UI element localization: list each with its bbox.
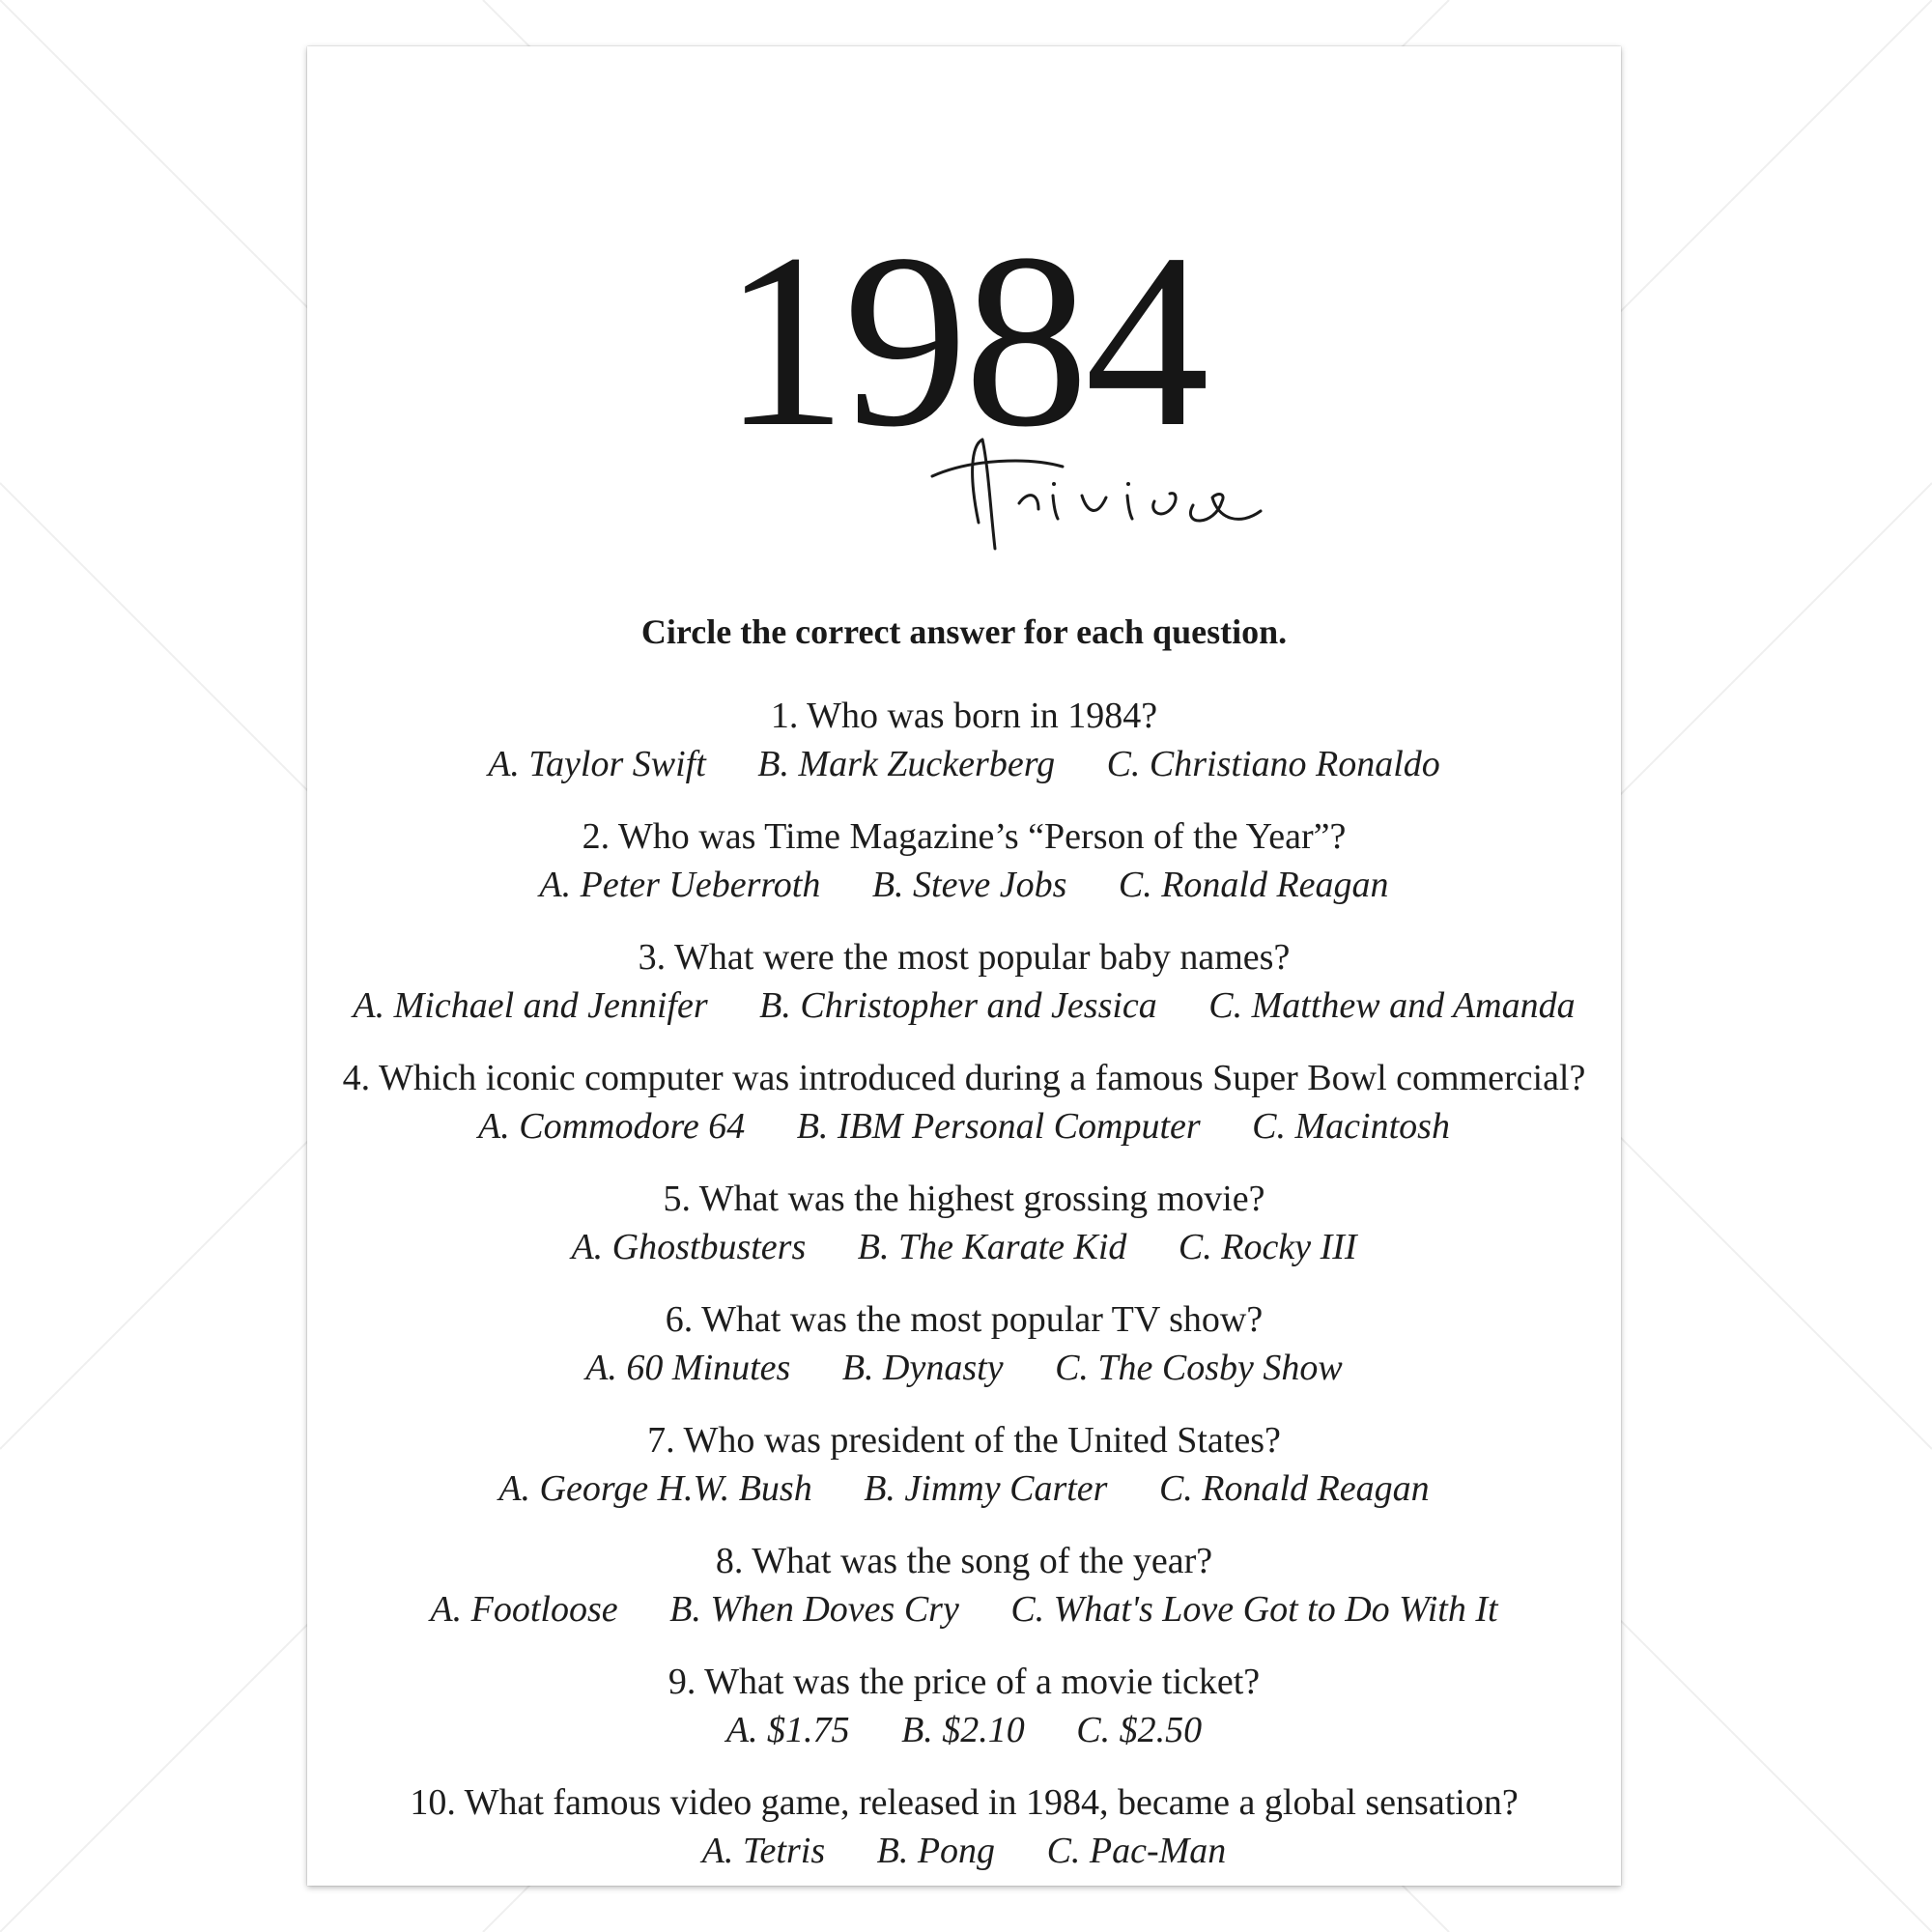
answer-options [307, 1102, 1621, 1151]
answer-options [307, 1827, 1621, 1875]
answer-option-c[interactable]: C. Ronald Reagan [1118, 865, 1389, 905]
answer-options [307, 861, 1621, 909]
question-item [307, 1416, 1621, 1537]
answer-option-b[interactable]: B. When Doves Cry [669, 1589, 959, 1630]
answer-options [307, 1585, 1621, 1634]
answer-options [307, 1344, 1621, 1392]
question-item [307, 1658, 1621, 1778]
answer-option-c[interactable]: C. $2.50 [1076, 1710, 1203, 1750]
answer-options [307, 1464, 1621, 1513]
answer-option-b[interactable]: B. Christopher and Jessica [759, 985, 1157, 1026]
answer-options [307, 1223, 1621, 1271]
answer-option-c[interactable]: C. Ronald Reagan [1158, 1468, 1430, 1509]
answer-option-b[interactable]: B. Jimmy Carter [864, 1468, 1108, 1509]
answer-option-a[interactable]: A. Tetris [701, 1831, 826, 1871]
answer-options [307, 1706, 1621, 1754]
question-text: 5. What was the highest grossing movie? [663, 1179, 1265, 1219]
question-item [307, 692, 1621, 812]
answer-options [307, 740, 1621, 788]
question-list [307, 692, 1621, 1899]
answer-option-a[interactable]: A. Taylor Swift [488, 744, 706, 784]
answer-option-a[interactable]: A. Footloose [430, 1589, 618, 1630]
question-text: 8. What was the song of the year? [715, 1541, 1213, 1581]
answer-option-c[interactable]: C. Christiano Ronaldo [1106, 744, 1440, 784]
question-text: 9. What was the price of a movie ticket? [668, 1662, 1261, 1702]
answer-option-c[interactable]: C. Matthew and Amanda [1208, 985, 1576, 1026]
question-item [307, 933, 1621, 1054]
answer-option-a[interactable]: A. Peter Ueberroth [539, 865, 821, 905]
answer-option-b[interactable]: B. Dynasty [841, 1348, 1004, 1388]
question-item [307, 1175, 1621, 1295]
question-item [307, 812, 1621, 933]
answer-option-c[interactable]: C. Rocky III [1178, 1227, 1357, 1267]
question-item [307, 1537, 1621, 1658]
question-item [307, 1295, 1621, 1416]
answer-option-a[interactable]: A. Michael and Jennifer [353, 985, 708, 1026]
answer-option-b[interactable]: B. $2.10 [901, 1710, 1025, 1750]
question-text: 6. What was the most popular TV show? [665, 1299, 1264, 1340]
answer-option-a[interactable]: A. Commodore 64 [478, 1106, 746, 1147]
question-item [307, 1054, 1621, 1175]
answer-option-b[interactable]: B. IBM Personal Computer [796, 1106, 1201, 1147]
title-year: 1984 [723, 202, 1206, 478]
question-text: 4. Which iconic computer was introduced during a famous Super Bowl commercial? [342, 1058, 1586, 1098]
question-text: 3. What were the most popular baby names? [638, 937, 1291, 978]
question-item [307, 1778, 1621, 1899]
answer-option-a[interactable]: A. $1.75 [725, 1710, 850, 1750]
instructions: Circle the correct answer for each question. [640, 612, 1288, 651]
answer-option-a[interactable]: A. 60 Minutes [585, 1348, 791, 1388]
answer-option-c[interactable]: C. Macintosh [1252, 1106, 1450, 1147]
answer-option-b[interactable]: B. The Karate Kid [857, 1227, 1127, 1267]
question-text: 10. What famous video game, released in 1984, became a global sensation? [410, 1782, 1519, 1823]
answer-option-c[interactable]: C. The Cosby Show [1055, 1348, 1343, 1388]
trivia-card [307, 46, 1621, 1886]
answer-option-c[interactable]: C. Pac-Man [1046, 1831, 1227, 1871]
answer-options [307, 981, 1621, 1030]
script-word-trivia [874, 438, 1396, 554]
answer-option-b[interactable]: B. Mark Zuckerberg [757, 744, 1056, 784]
answer-option-a[interactable]: A. Ghostbusters [571, 1227, 807, 1267]
answer-option-a[interactable]: A. George H.W. Bush [498, 1468, 812, 1509]
question-text: 7. Who was president of the United States? [647, 1420, 1281, 1461]
question-text: 2. Who was Time Magazine’s “Person of the Year”? [582, 816, 1347, 857]
question-text: 1. Who was born in 1984? [770, 696, 1158, 736]
answer-option-b[interactable]: B. Pong [876, 1831, 996, 1871]
answer-option-c[interactable]: C. What's Love Got to Do With It [1010, 1589, 1498, 1630]
answer-option-b[interactable]: B. Steve Jobs [871, 865, 1067, 905]
